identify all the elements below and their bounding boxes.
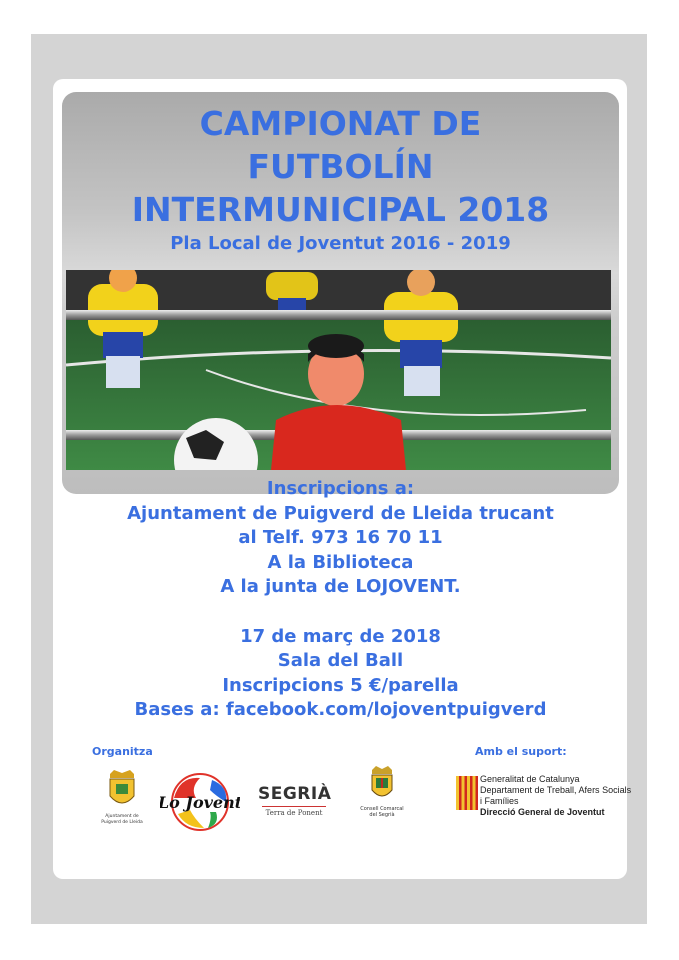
lojovent-text: Lo Jovent <box>160 793 240 812</box>
lojovent-splash-icon <box>160 768 240 834</box>
segria-logo-subtext: Terra de Ponent <box>265 809 323 817</box>
segria-logo-text: SEGRIÀ <box>258 784 332 804</box>
event-title <box>62 102 619 231</box>
event-venue: Sala del Ball <box>277 650 404 671</box>
registration-heading: Inscripcions a: <box>266 478 415 499</box>
ajuntament-logo <box>100 770 144 826</box>
title-line-3: INTERMUNICIPAL 2018 <box>131 190 550 229</box>
gencat-line-1: Generalitat de Catalunya <box>480 774 580 784</box>
gencat-line-2: Departament de Treball, Afers Socials <box>480 785 632 795</box>
title-line-2: FUTBOLÍN <box>247 147 434 186</box>
segria-logo <box>258 784 330 817</box>
ajuntament-crest-icon <box>100 770 144 810</box>
consell-logo-text: Consell Comarcal del Segrià <box>360 806 404 818</box>
event-subtitle: Pla Local de Joventut 2016 - 2019 <box>170 233 511 254</box>
header-banner <box>62 92 619 494</box>
gencat-line-3: i Famílies <box>480 796 519 806</box>
event-date: 17 de març de 2018 <box>240 625 441 647</box>
consell-comarcal-logo <box>358 766 406 818</box>
registration-board: A la junta de LOJOVENT. <box>220 576 461 597</box>
registration-library: A la Biblioteca <box>267 551 414 573</box>
foosball-photo <box>66 270 611 470</box>
event-rules-link[interactable]: Bases a: facebook.com/lojoventpuigverd <box>134 699 547 720</box>
consell-crest-icon <box>358 766 406 802</box>
title-line-1: CAMPIONAT DE <box>199 104 482 143</box>
registration-phone: al Telf. 973 16 70 11 <box>238 527 443 548</box>
event-info <box>62 477 619 723</box>
senyera-icon <box>456 776 478 810</box>
registration-line-2: Ajuntament de Puigverd de Lleida trucant <box>127 502 554 524</box>
generalitat-logo <box>456 774 632 828</box>
gencat-line-4: Direcció General de Joventut <box>480 807 605 817</box>
support-label: Amb el suport: <box>475 745 567 758</box>
event-fee: Inscripcions 5 €/parella <box>222 674 459 696</box>
lojovent-logo <box>160 768 240 834</box>
ajuntament-logo-text: Ajuntament de Puigverd de Lleida <box>101 814 143 825</box>
organiza-label: Organitza <box>92 745 153 758</box>
